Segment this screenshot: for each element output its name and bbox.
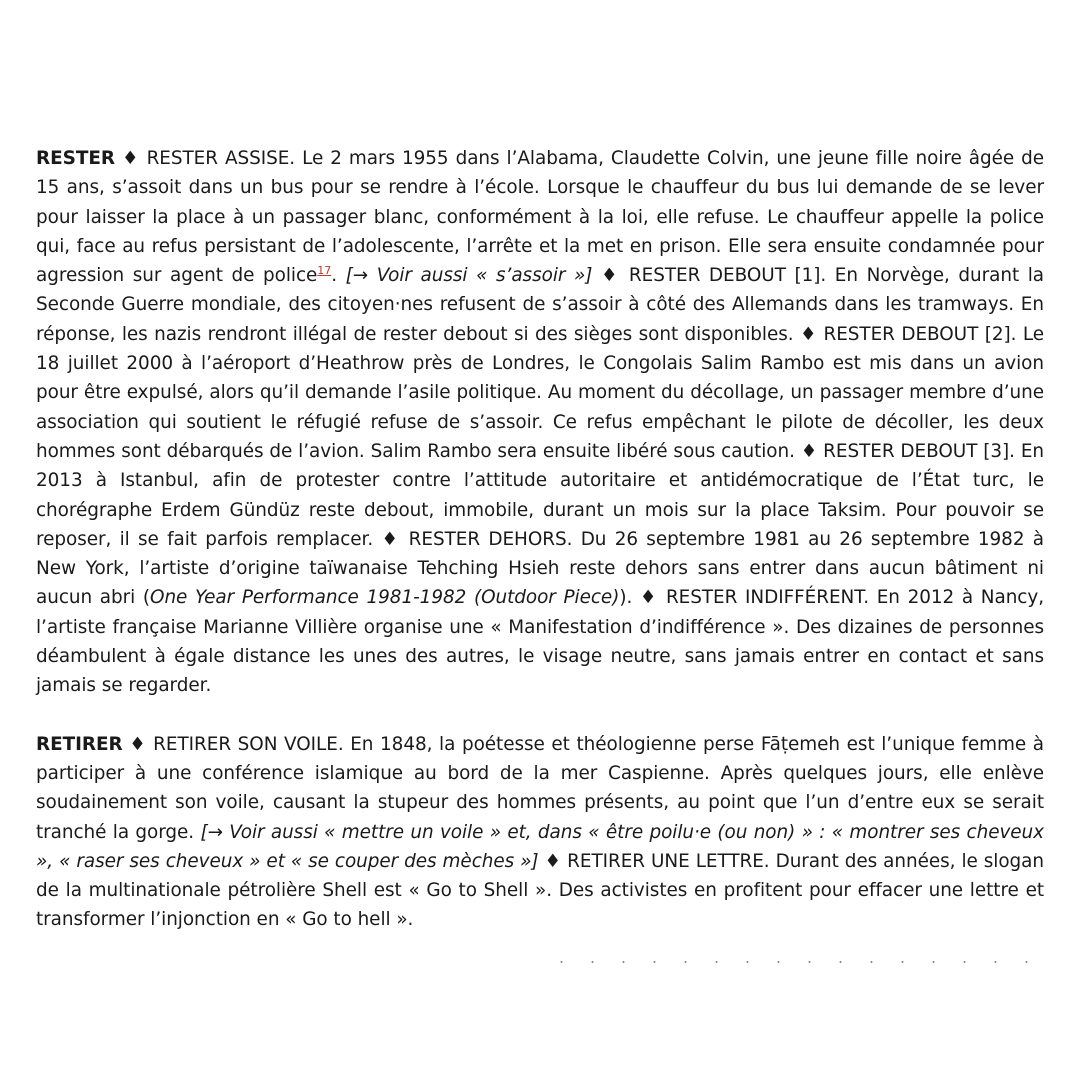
entry-body <box>36 148 1044 696</box>
cut-off-next-line <box>36 958 1044 964</box>
text-segment: ). ♦ RESTER INDIFFÉRENT. En 2012 à Nancy, l’artiste française Marianne Villière organise une « Manifestation d’indifférence ». Des dizaines de personnes déambulent à égale distance les unes des autres, le visage neutre, sans jamais entrer en contact et sans jamais se regarder. <box>36 587 1044 697</box>
dictionary-entry-rester <box>36 144 1044 701</box>
text-segment: ♦ RESTER ASSISE. Le 2 mars 1955 dans l’Alabama, Claudette Colvin, une jeune fille noire âgée de 15 ans, s’assoit dans un bus pour se rendre à l’école. Lorsque le chauffeur du bus lui demande de se lever pour laisser la place à un passager blanc, conformément à la loi, elle refuse. Le chauffeur appelle la police qui, face au refus persistant de l’adolescente, l’arrête et la met en prison. Elle sera ensuite condamnée pour agression sur agent de police <box>36 148 1044 287</box>
entry-body <box>36 734 1044 931</box>
dictionary-entry-retirer <box>36 730 1044 935</box>
italic-text-segment: [→ Voir aussi « mettre un voile » et, dans « être poilu·e (ou non) » : « montrer ses cheveux », « raser ses cheveux » et « se couper des mèches »] <box>36 821 1044 872</box>
entry-headword: RESTER <box>36 148 115 169</box>
entry-headword: RETIRER <box>36 733 123 755</box>
page-body <box>36 144 1044 935</box>
footnote-link[interactable]: 17 <box>317 264 332 278</box>
text-segment: ♦ RETIRER SON VOILE. En 1848, la poétesse et théologienne perse Fāṭemeh est l’unique femme à participer à une conférence islamique au bord de la mer Caspienne. Après quelques jours, elle enlève soudainement son voile, causant la stupeur des hommes présents, au point que l’un d’entre eux se serait tranché la gorge. <box>36 733 1044 843</box>
cut-off-text-fragment <box>546 958 1044 964</box>
text-segment: . <box>331 265 346 287</box>
italic-text-segment: One Year Performance 1981-1982 (Outdoor Piece) <box>150 587 620 609</box>
text-segment: ♦ RESTER DEBOUT [1]. En Norvège, durant la Seconde Guerre mondiale, des citoyen·nes refusent de s’assoir à côté des Allemands dans les tramways. En réponse, les nazis rendront illégal de rester debout si des sièges sont disponibles. ♦ RESTER DEBOUT [2]. Le 18 juillet 2000 à l’aéroport d’Heathrow près de Londres, le Congolais Salim Rambo est mis dans un avion pour être expulsé, alors qu’il demande l’asile politique. Au moment du décollage, un passager membre d’une association qui soutient le réfugié refuse de s’assoir. Ce refus empêchant le pilote de décoller, les deux hommes sont débarqués de l’avion. Salim Rambo sera ensuite libéré sous caution. ♦ RESTER DEBOUT [3]. En 2013 à Istanbul, afin de protester contre l’attitude autoritaire et antidémocratique de l’État turc, le chorégraphe Erdem Gündüz reste debout, immobile, durant un mois sur la place Taksim. Pour pouvoir se reposer, il se fait parfois remplacer. ♦ RESTER DEHORS. Du 26 septembre 1981 au 26 septembre 1982 à New York, l’artiste d’origine taïwanaise Tehching Hsieh reste dehors sans entrer dans aucun bâtiment ni aucun abri ( <box>36 265 1045 609</box>
text-segment: ♦ RETIRER UNE LETTRE. Durant des années, le slogan de la multinationale pétrolière Shell est « Go to Shell ». Des activistes en profitent pour effacer une lettre et transformer l’injonction en « Go to hell ». <box>36 850 1044 931</box>
italic-text-segment: [→ Voir aussi « s’assoir »] <box>345 265 593 287</box>
